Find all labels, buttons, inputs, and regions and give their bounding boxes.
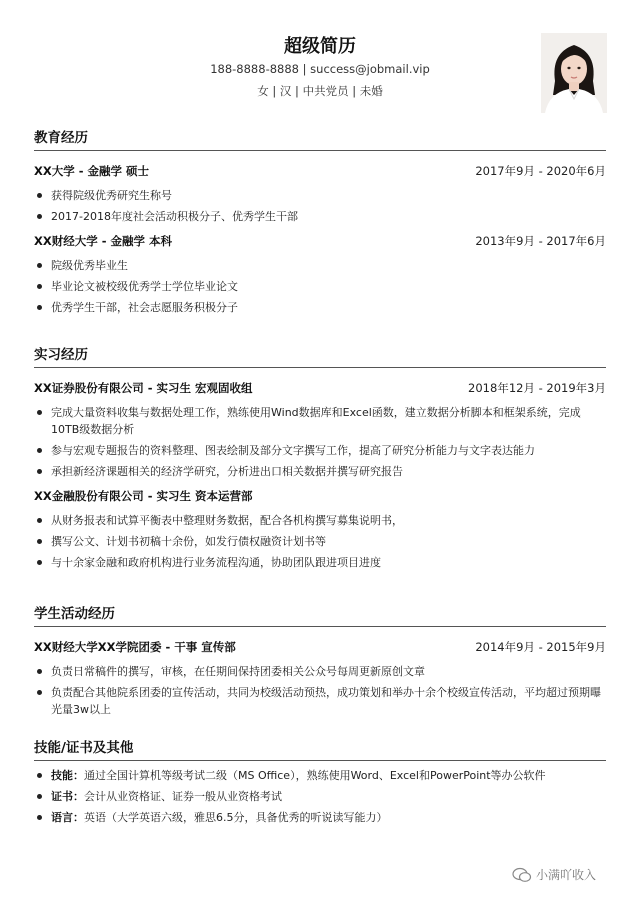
internship-entry-header (34, 484, 606, 508)
item-text: 通过全国计算机等级考试二级（MS Office），熟练使用Word、Excel和PowerPoint等办公软件 (84, 769, 546, 782)
education-entry-header (34, 159, 606, 183)
item-key: 证书： (51, 790, 84, 803)
skills-section (34, 738, 606, 830)
list-item: 毕业论文被校级优秀学士学位毕业论文 (34, 278, 606, 295)
list-item (34, 788, 606, 805)
list-item: 从财务报表和试算平衡表中整理财务数据，配合各机构撰写募集说明书， (34, 512, 606, 529)
list-item: 参与宏观专题报告的资料整理、图表绘制及部分文字撰写工作，提高了研究分析能力与文字表达能力 (34, 442, 606, 459)
bullet-list (34, 663, 606, 718)
list-item: 完成大量资料收集与数据处理工作，熟练使用Wind数据库和Excel函数，建立数据分析脚本和框架系统，完成10TB级数据分析 (34, 404, 606, 438)
wechat-icon (512, 867, 532, 883)
list-item: 负责配合其他院系团委的宣传活动，共同为校级活动预热，成功策划和举办十余个校级宣传活动，平均超过预期曝光量3w以上 (34, 684, 606, 718)
education-title: 教育经历 (34, 128, 606, 151)
watermark-text: 小满吖收入 (536, 868, 597, 882)
list-item: 承担新经济课题相关的经济学研究，分析进出口相关数据并撰写研究报告 (34, 463, 606, 480)
activities-section (34, 604, 606, 722)
contact-line: 188-8888-8888 | success@jobmail.vip (210, 62, 430, 76)
item-key: 语言： (51, 811, 84, 824)
entry-title: XX大学 - 金融学 硕士 (34, 164, 150, 178)
entry-date: 2013年9月 - 2017年6月 (475, 234, 606, 248)
activities-entry-header (34, 635, 606, 659)
list-item (34, 767, 606, 784)
entry-title: XX金融股份有限公司 - 实习生 资本运营部 (34, 489, 253, 503)
list-item: 负责日常稿件的撰写，审核，在任期间保持团委相关公众号每周更新原创文章 (34, 663, 606, 680)
entry-title: XX财经大学XX学院团委 - 干事 宣传部 (34, 640, 236, 654)
internship-title: 实习经历 (34, 345, 606, 368)
list-item: 优秀学生干部，社会志愿服务积极分子 (34, 299, 606, 316)
education-section (34, 128, 606, 320)
entry-date: 2017年9月 - 2020年6月 (475, 164, 606, 178)
bullet-list (34, 512, 606, 571)
bullet-list (34, 404, 606, 480)
internship-entry-header (34, 376, 606, 400)
personal-info-line: 女 | 汉 | 中共党员 | 未婚 (257, 84, 383, 98)
list-item: 获得院级优秀研究生称号 (34, 187, 606, 204)
item-key: 技能： (51, 769, 84, 782)
item-text: 英语（大学英语六级，雅思6.5分，具备优秀的听说读写能力） (84, 811, 388, 824)
list-item: 与十余家金融和政府机构进行业务流程沟通，协助团队跟进项目进度 (34, 554, 606, 571)
internship-section (34, 345, 606, 575)
list-item (34, 809, 606, 826)
activities-title: 学生活动经历 (34, 604, 606, 627)
list-item: 院级优秀毕业生 (34, 257, 606, 274)
entry-date: 2018年12月 - 2019年3月 (468, 381, 606, 395)
resume-name: 超级简历 (284, 36, 356, 57)
list-item: 撰写公文、计划书初稿十余份，如发行债权融资计划书等 (34, 533, 606, 550)
item-text: 会计从业资格证、证券一般从业资格考试 (84, 790, 282, 803)
entry-date: 2014年9月 - 2015年9月 (475, 640, 606, 654)
entry-title: XX财经大学 - 金融学 本科 (34, 234, 173, 248)
watermark (512, 866, 596, 883)
list-item: 2017-2018年度社会活动积极分子、优秀学生干部 (34, 208, 606, 225)
skills-title: 技能/证书及其他 (34, 738, 606, 761)
bullet-list (34, 187, 606, 225)
portrait-image (541, 33, 607, 113)
education-entry-header (34, 229, 606, 253)
bullet-list (34, 257, 606, 316)
profile-photo (541, 33, 607, 113)
resume-header (0, 0, 640, 118)
bullet-list (34, 767, 606, 826)
entry-title: XX证券股份有限公司 - 实习生 宏观固收组 (34, 381, 253, 395)
